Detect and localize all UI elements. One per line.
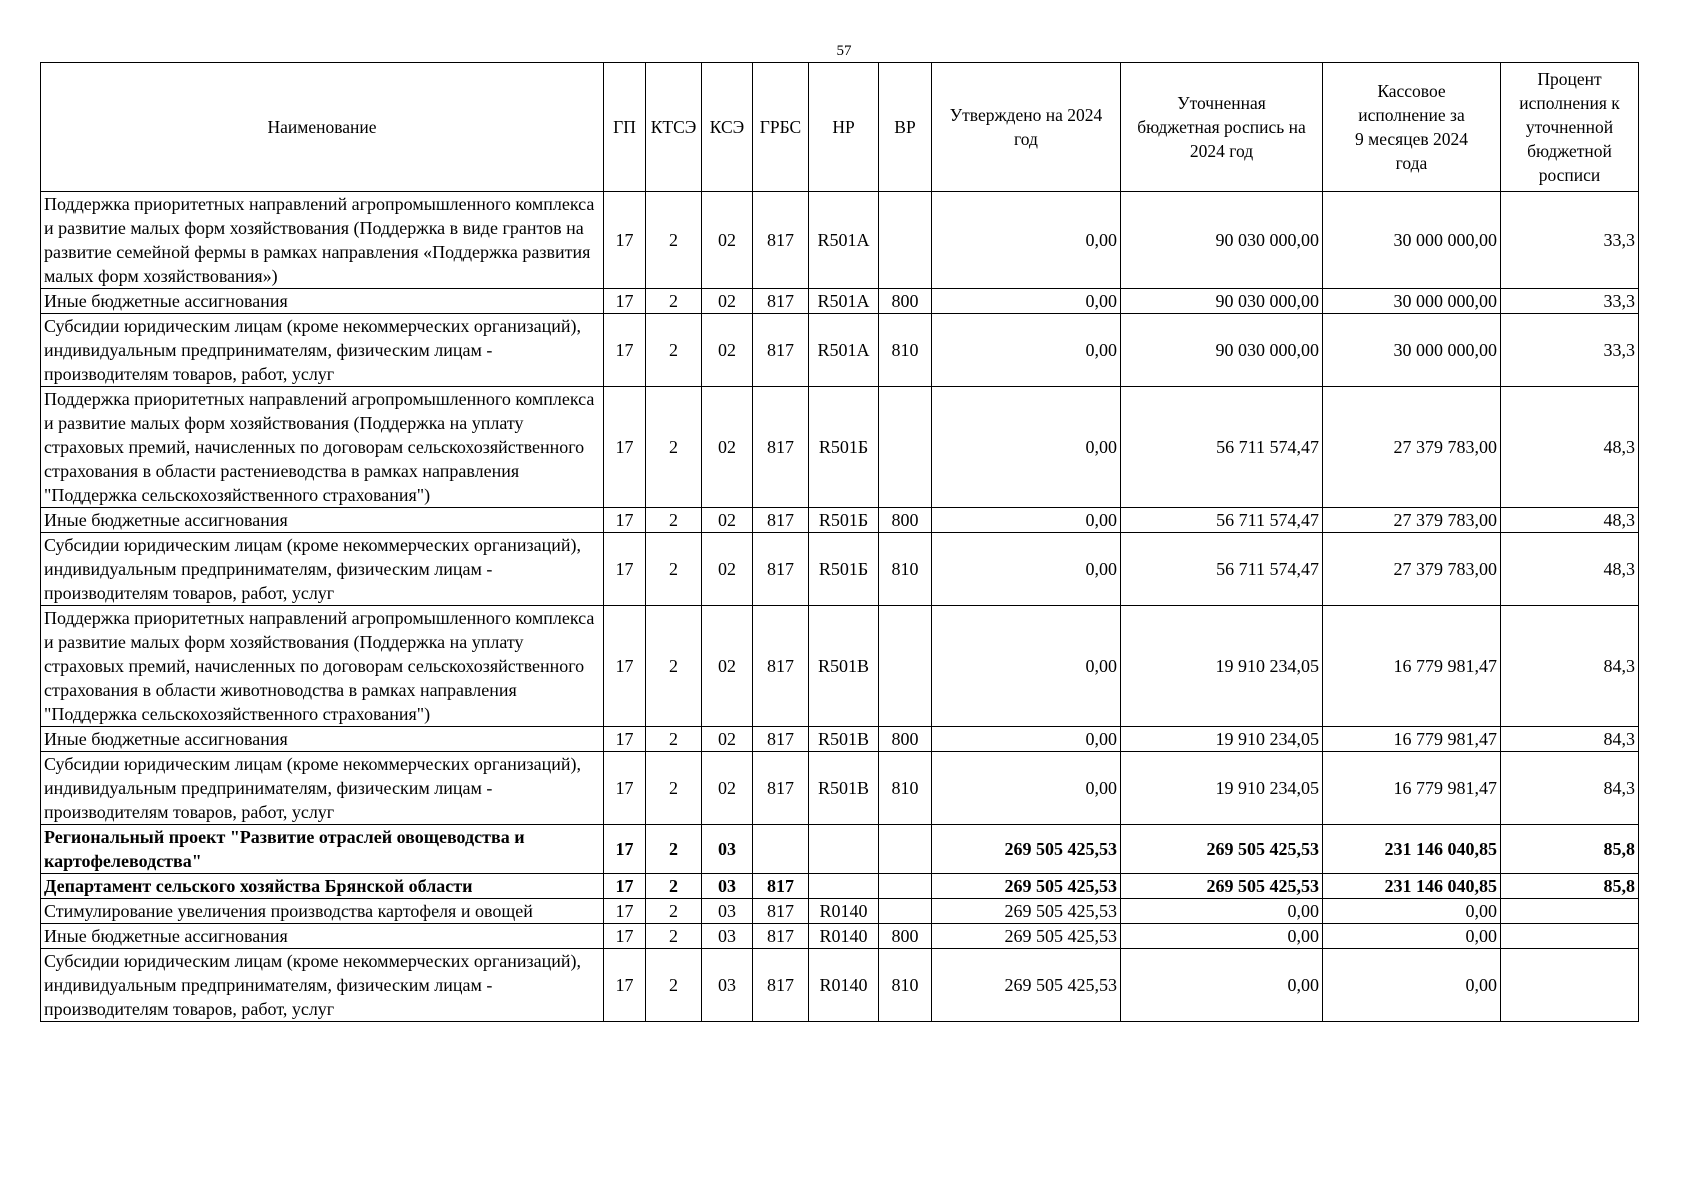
cell-cash: 231 146 040,85	[1323, 825, 1501, 874]
cell-cash: 16 779 981,47	[1323, 606, 1501, 727]
table-row	[41, 727, 1639, 752]
cell-cash: 16 779 981,47	[1323, 727, 1501, 752]
cell-nr: R501А	[809, 314, 879, 387]
cell-nr: R501Б	[809, 387, 879, 508]
cell-refined: 56 711 574,47	[1121, 508, 1323, 533]
cell-ktse: 2	[646, 949, 702, 1022]
cell-vr	[879, 899, 932, 924]
cell-grbs: 817	[753, 924, 809, 949]
cell-gp: 17	[604, 192, 646, 289]
cell-refined: 56 711 574,47	[1121, 533, 1323, 606]
cell-approved: 0,00	[932, 289, 1121, 314]
cell-nr: R501В	[809, 606, 879, 727]
cell-name: Поддержка приоритетных направлений агропромышленного комплекса и развитие малых форм хозяйствования (Поддержка на уплату страховых премий, начисленных по договорам сельскохозяйственного страхования в области животноводства в рамках направления "Поддержка сельскохозяйственного страхования")	[41, 606, 604, 727]
cell-gp: 17	[604, 899, 646, 924]
table-row	[41, 924, 1639, 949]
cell-nr: R0140	[809, 949, 879, 1022]
cell-kse: 02	[702, 387, 753, 508]
cell-nr: R501В	[809, 727, 879, 752]
cell-kse: 03	[702, 949, 753, 1022]
cell-gp: 17	[604, 314, 646, 387]
cell-ktse: 2	[646, 533, 702, 606]
cell-approved: 0,00	[932, 508, 1121, 533]
cell-name: Региональный проект "Развитие отраслей овощеводства и картофелеводства"	[41, 825, 604, 874]
cell-refined: 269 505 425,53	[1121, 825, 1323, 874]
cell-vr	[879, 606, 932, 727]
cell-gp: 17	[604, 949, 646, 1022]
cell-gp: 17	[604, 924, 646, 949]
cell-percent: 48,3	[1501, 387, 1639, 508]
cell-gp: 17	[604, 874, 646, 899]
cell-ktse: 2	[646, 289, 702, 314]
cell-cash: 30 000 000,00	[1323, 289, 1501, 314]
cell-grbs: 817	[753, 289, 809, 314]
cell-ktse: 2	[646, 387, 702, 508]
cell-kse: 02	[702, 289, 753, 314]
table-row	[41, 752, 1639, 825]
cell-percent	[1501, 949, 1639, 1022]
header-vr: ВР	[879, 63, 932, 192]
cell-refined: 90 030 000,00	[1121, 314, 1323, 387]
cell-approved: 0,00	[932, 606, 1121, 727]
cell-gp: 17	[604, 508, 646, 533]
cell-percent: 84,3	[1501, 752, 1639, 825]
header-grbs: ГРБС	[753, 63, 809, 192]
cell-ktse: 2	[646, 825, 702, 874]
cell-name: Иные бюджетные ассигнования	[41, 727, 604, 752]
cell-ktse: 2	[646, 727, 702, 752]
cell-gp: 17	[604, 752, 646, 825]
cell-nr: R501А	[809, 289, 879, 314]
header-percent: Процент исполнения к уточненной бюджетной росписи	[1501, 63, 1639, 192]
cell-approved: 269 505 425,53	[932, 899, 1121, 924]
cell-nr: R501В	[809, 752, 879, 825]
cell-kse: 03	[702, 874, 753, 899]
cell-grbs: 817	[753, 899, 809, 924]
cell-gp: 17	[604, 387, 646, 508]
cell-approved: 0,00	[932, 192, 1121, 289]
cell-name: Иные бюджетные ассигнования	[41, 924, 604, 949]
cell-refined: 19 910 234,05	[1121, 727, 1323, 752]
cell-percent: 48,3	[1501, 508, 1639, 533]
cell-vr: 800	[879, 727, 932, 752]
cell-ktse: 2	[646, 752, 702, 825]
cell-grbs: 817	[753, 752, 809, 825]
cell-cash: 30 000 000,00	[1323, 314, 1501, 387]
cell-cash: 231 146 040,85	[1323, 874, 1501, 899]
cell-grbs: 817	[753, 508, 809, 533]
cell-approved: 0,00	[932, 533, 1121, 606]
cell-ktse: 2	[646, 874, 702, 899]
cell-gp: 17	[604, 533, 646, 606]
cell-name: Иные бюджетные ассигнования	[41, 289, 604, 314]
header-ktse: КТСЭ	[646, 63, 702, 192]
cell-cash: 27 379 783,00	[1323, 508, 1501, 533]
cell-kse: 03	[702, 825, 753, 874]
cell-grbs: 817	[753, 606, 809, 727]
cell-kse: 03	[702, 899, 753, 924]
cell-percent: 33,3	[1501, 314, 1639, 387]
cell-cash: 0,00	[1323, 924, 1501, 949]
cell-cash: 27 379 783,00	[1323, 533, 1501, 606]
cell-percent: 84,3	[1501, 727, 1639, 752]
cell-approved: 0,00	[932, 752, 1121, 825]
cell-percent: 33,3	[1501, 289, 1639, 314]
table-row	[41, 825, 1639, 874]
cell-refined: 90 030 000,00	[1121, 192, 1323, 289]
cell-percent: 33,3	[1501, 192, 1639, 289]
cell-name: Поддержка приоритетных направлений агропромышленного комплекса и развитие малых форм хозяйствования (Поддержка в виде грантов на развитие семейной фермы в рамках направления «Поддержка развития малых форм хозяйствования»)	[41, 192, 604, 289]
cell-refined: 269 505 425,53	[1121, 874, 1323, 899]
cell-refined: 0,00	[1121, 949, 1323, 1022]
cell-vr: 810	[879, 752, 932, 825]
table-body	[41, 192, 1639, 1022]
cell-gp: 17	[604, 606, 646, 727]
table-row	[41, 533, 1639, 606]
cell-nr: R501А	[809, 192, 879, 289]
cell-gp: 17	[604, 825, 646, 874]
cell-cash: 0,00	[1323, 899, 1501, 924]
cell-cash: 27 379 783,00	[1323, 387, 1501, 508]
cell-vr: 800	[879, 289, 932, 314]
cell-nr: R501Б	[809, 508, 879, 533]
cell-percent: 84,3	[1501, 606, 1639, 727]
cell-refined: 56 711 574,47	[1121, 387, 1323, 508]
cell-ktse: 2	[646, 924, 702, 949]
cell-approved: 0,00	[932, 314, 1121, 387]
header-name: Наименование	[41, 63, 604, 192]
cell-kse: 02	[702, 606, 753, 727]
cell-grbs: 817	[753, 874, 809, 899]
cell-vr: 810	[879, 314, 932, 387]
cell-gp: 17	[604, 289, 646, 314]
cell-vr: 800	[879, 508, 932, 533]
cell-vr	[879, 192, 932, 289]
cell-vr: 800	[879, 924, 932, 949]
cell-cash: 30 000 000,00	[1323, 192, 1501, 289]
cell-name: Субсидии юридическим лицам (кроме некоммерческих организаций), индивидуальным предпринимателям, физическим лицам - производителям товаров, работ, услуг	[41, 533, 604, 606]
cell-grbs: 817	[753, 949, 809, 1022]
cell-vr	[879, 387, 932, 508]
cell-vr	[879, 825, 932, 874]
cell-nr: R0140	[809, 899, 879, 924]
cell-percent: 85,8	[1501, 874, 1639, 899]
cell-grbs: 817	[753, 192, 809, 289]
header-gp: ГП	[604, 63, 646, 192]
cell-name: Субсидии юридическим лицам (кроме некоммерческих организаций), индивидуальным предпринимателям, физическим лицам - производителям товаров, работ, услуг	[41, 949, 604, 1022]
cell-name: Субсидии юридическим лицам (кроме некоммерческих организаций), индивидуальным предпринимателям, физическим лицам - производителям товаров, работ, услуг	[41, 314, 604, 387]
cell-cash: 0,00	[1323, 949, 1501, 1022]
cell-percent	[1501, 899, 1639, 924]
cell-refined: 0,00	[1121, 899, 1323, 924]
table-row	[41, 314, 1639, 387]
page-number: 57	[836, 43, 852, 59]
cell-cash: 16 779 981,47	[1323, 752, 1501, 825]
cell-approved: 0,00	[932, 387, 1121, 508]
cell-kse: 02	[702, 192, 753, 289]
cell-refined: 19 910 234,05	[1121, 752, 1323, 825]
cell-kse: 02	[702, 752, 753, 825]
cell-vr: 810	[879, 533, 932, 606]
cell-grbs: 817	[753, 314, 809, 387]
table-row	[41, 289, 1639, 314]
cell-name: Субсидии юридическим лицам (кроме некоммерческих организаций), индивидуальным предпринимателям, физическим лицам - производителям товаров, работ, услуг	[41, 752, 604, 825]
cell-nr: R501Б	[809, 533, 879, 606]
cell-nr	[809, 874, 879, 899]
cell-ktse: 2	[646, 606, 702, 727]
cell-name: Поддержка приоритетных направлений агропромышленного комплекса и развитие малых форм хозяйствования (Поддержка на уплату страховых премий, начисленных по договорам сельскохозяйственного страхования в области растениеводства в рамках направления "Поддержка сельскохозяйственного страхования")	[41, 387, 604, 508]
cell-gp: 17	[604, 727, 646, 752]
table-row	[41, 192, 1639, 289]
header-refined: Уточненная бюджетная роспись на 2024 год	[1121, 63, 1323, 192]
cell-kse: 02	[702, 508, 753, 533]
table-row	[41, 387, 1639, 508]
cell-nr: R0140	[809, 924, 879, 949]
cell-percent	[1501, 924, 1639, 949]
cell-ktse: 2	[646, 314, 702, 387]
table-row	[41, 949, 1639, 1022]
header-nr: НР	[809, 63, 879, 192]
cell-percent: 85,8	[1501, 825, 1639, 874]
cell-grbs: 817	[753, 387, 809, 508]
cell-approved: 269 505 425,53	[932, 874, 1121, 899]
cell-refined: 19 910 234,05	[1121, 606, 1323, 727]
header-kse: КСЭ	[702, 63, 753, 192]
cell-vr: 810	[879, 949, 932, 1022]
cell-grbs: 817	[753, 533, 809, 606]
cell-name: Стимулирование увеличения производства картофеля и овощей	[41, 899, 604, 924]
cell-nr	[809, 825, 879, 874]
cell-kse: 02	[702, 314, 753, 387]
table-row	[41, 899, 1639, 924]
cell-approved: 269 505 425,53	[932, 825, 1121, 874]
table-row	[41, 508, 1639, 533]
cell-refined: 90 030 000,00	[1121, 289, 1323, 314]
header-approved: Утверждено на 2024 год	[932, 63, 1121, 192]
cell-ktse: 2	[646, 899, 702, 924]
cell-kse: 02	[702, 727, 753, 752]
table-row	[41, 874, 1639, 899]
cell-grbs: 817	[753, 727, 809, 752]
cell-ktse: 2	[646, 508, 702, 533]
table-row	[41, 606, 1639, 727]
cell-name: Иные бюджетные ассигнования	[41, 508, 604, 533]
header-cash: Кассовое исполнение за 9 месяцев 2024 года	[1323, 63, 1501, 192]
cell-vr	[879, 874, 932, 899]
cell-ktse: 2	[646, 192, 702, 289]
cell-kse: 02	[702, 533, 753, 606]
cell-approved: 0,00	[932, 727, 1121, 752]
cell-name: Департамент сельского хозяйства Брянской области	[41, 874, 604, 899]
cell-refined: 0,00	[1121, 924, 1323, 949]
cell-kse: 03	[702, 924, 753, 949]
cell-grbs	[753, 825, 809, 874]
header-row	[41, 63, 1639, 192]
budget-table	[40, 62, 1639, 1022]
cell-approved: 269 505 425,53	[932, 949, 1121, 1022]
cell-percent: 48,3	[1501, 533, 1639, 606]
cell-approved: 269 505 425,53	[932, 924, 1121, 949]
